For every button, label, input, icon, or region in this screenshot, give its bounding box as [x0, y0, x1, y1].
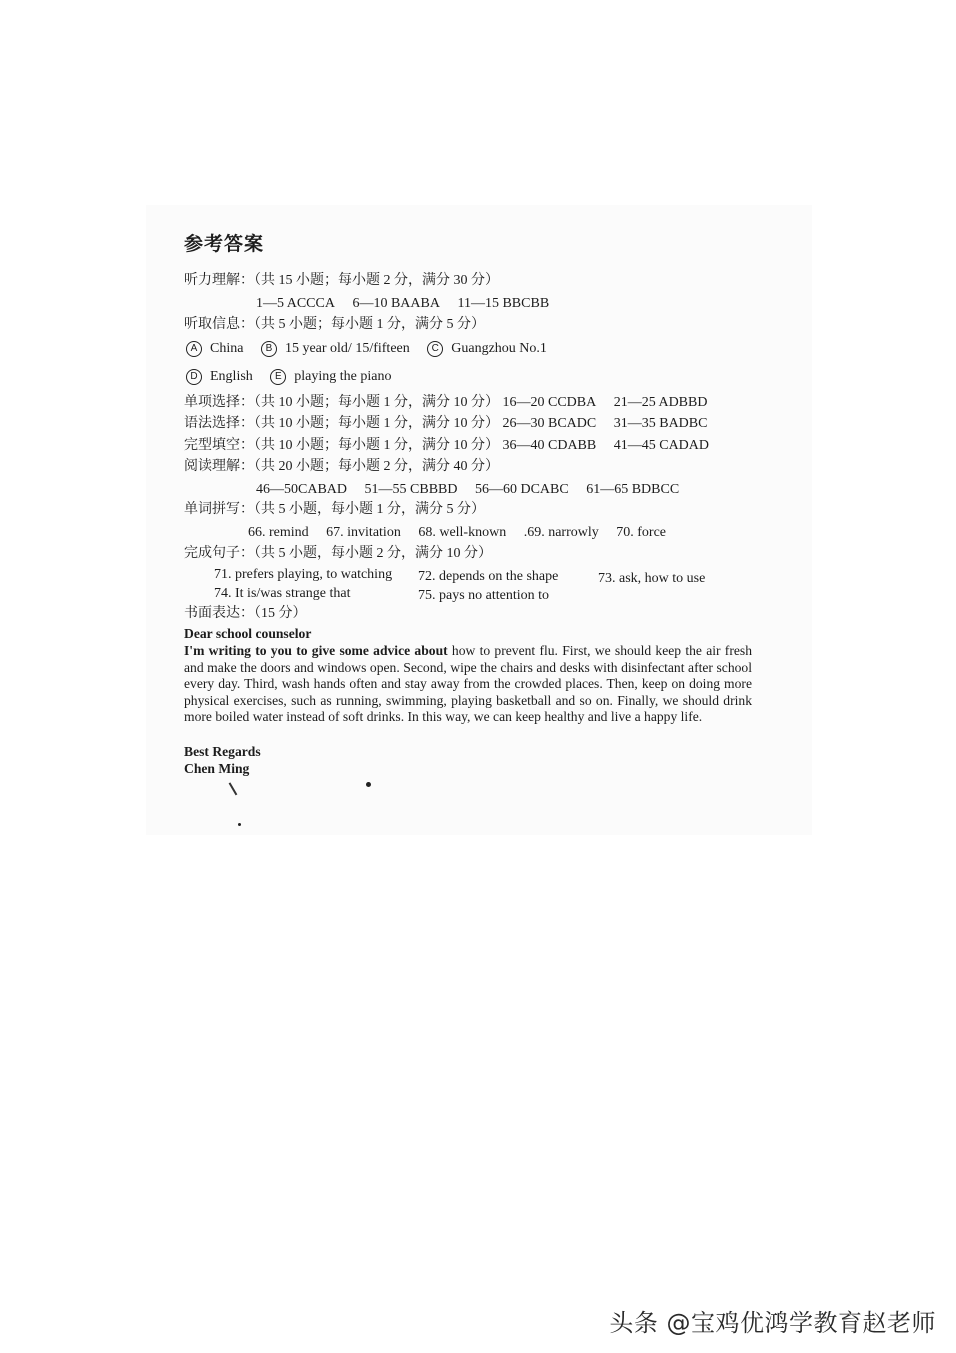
cloze-line [184, 437, 709, 455]
answer-group: 16—20 CCDBA [502, 395, 597, 410]
sentences-header: 完成句子：（共 5 小题，每小题 2 分，满分 10 分） [184, 546, 492, 561]
letter-body [184, 643, 752, 726]
cloze-header: 完型填空：（共 10 小题；每小题 1 分，满分 10 分） [184, 438, 499, 453]
single-choice-line [184, 394, 707, 412]
circled-letter-a: A [186, 341, 202, 357]
scan-speck [366, 782, 371, 787]
info-answer: playing the piano [294, 369, 392, 384]
letter-signature: Chen Ming [184, 761, 250, 776]
spelling-answer: 68. well-known [418, 525, 507, 540]
answer-group: 11—15 BBCBB [457, 296, 550, 311]
listening-answers [256, 295, 563, 313]
writing-header: 书面表达：（15 分） [184, 606, 307, 621]
answer-group: 46—50CABAD [256, 482, 348, 497]
sentence-answer: 72. depends on the shape [418, 569, 559, 584]
watermark-text: 头条 @宝鸡优鸿学教育赵老师 [609, 1309, 936, 1337]
info-answer: 15 year old/ 15/fifteen [284, 341, 410, 356]
scan-speck [238, 823, 241, 826]
answer-group: 51—55 CBBBD [364, 482, 458, 497]
letter-greeting: Dear school counselor [184, 626, 312, 641]
spelling-answers [248, 524, 666, 542]
circled-letter-e: E [270, 369, 286, 385]
circled-letter-d: D [186, 369, 202, 385]
sentence-answer: 74. It is/was strange that [214, 586, 351, 601]
answer-group: 31—35 BADBC [613, 416, 708, 431]
answer-group: 56—60 DCABC [474, 482, 569, 497]
answer-group: 21—25 ADBBD [613, 395, 708, 410]
answer-group: 41—45 CADAD [613, 438, 710, 453]
listening-header: 听力理解：（共 15 小题；每小题 2 分，满分 30 分） [184, 273, 499, 288]
grammar-line [184, 415, 707, 433]
reading-header: 阅读理解：（共 20 小题；每小题 2 分，满分 40 分） [184, 459, 499, 474]
answer-group: 36—40 CDABB [502, 438, 597, 453]
answer-group: 6—10 BAABA [352, 296, 440, 311]
sentence-answer: 71. prefers playing, to watching [214, 567, 393, 582]
info-header: 听取信息：（共 5 小题；每小题 1 分，满分 5 分） [184, 317, 485, 332]
single-choice-header: 单项选择：（共 10 小题；每小题 1 分，满分 10 分） [184, 395, 499, 410]
spelling-header: 单词拼写：（共 5 小题，每小题 1 分，满分 5 分） [184, 502, 485, 517]
info-row-2 [186, 368, 405, 386]
sentence-answer: 75. pays no attention to [418, 588, 550, 603]
circled-letter-c: C [427, 341, 443, 357]
spelling-answer: 70. force [616, 525, 667, 540]
answer-group: 26—30 BCADC [502, 416, 597, 431]
answer-group: 61—65 BDBCC [586, 482, 680, 497]
letter-closing: Best Regards [184, 744, 261, 759]
info-row-1 [186, 340, 561, 358]
info-answer: Guangzhou No.1 [451, 341, 547, 356]
letter-text: how to prevent flu. First, we should keep the air fresh and make the doors and windows open. Second, wipe the chairs and desks with disinfectant after school every day. Third, wash hands often and stay away from the crowded places. Then, keep on doing more physical exercises, such as running, swimming, playing basketball and so on. Finally, we should drink more boiled water instead of soft drinks. In this way, we can keep healthy and live a happy life. [184, 643, 752, 725]
spelling-answer: 67. invitation [326, 525, 401, 540]
circled-letter-b: B [261, 341, 277, 357]
info-answer: English [210, 369, 253, 384]
spelling-answer: 66. remind [248, 525, 309, 540]
page-title: 参考答案 [184, 234, 265, 255]
answer-group: 1—5 ACCCA [256, 296, 335, 311]
info-answer: China [210, 341, 244, 356]
letter-opening: I'm writing to you to give some advice about [184, 643, 448, 658]
spelling-answer: .69. narrowly [523, 525, 599, 540]
grammar-header: 语法选择：（共 10 小题；每小题 1 分，满分 10 分） [184, 416, 499, 431]
sentence-answer: 73. ask, how to use [598, 571, 706, 586]
reading-answers [256, 481, 679, 499]
